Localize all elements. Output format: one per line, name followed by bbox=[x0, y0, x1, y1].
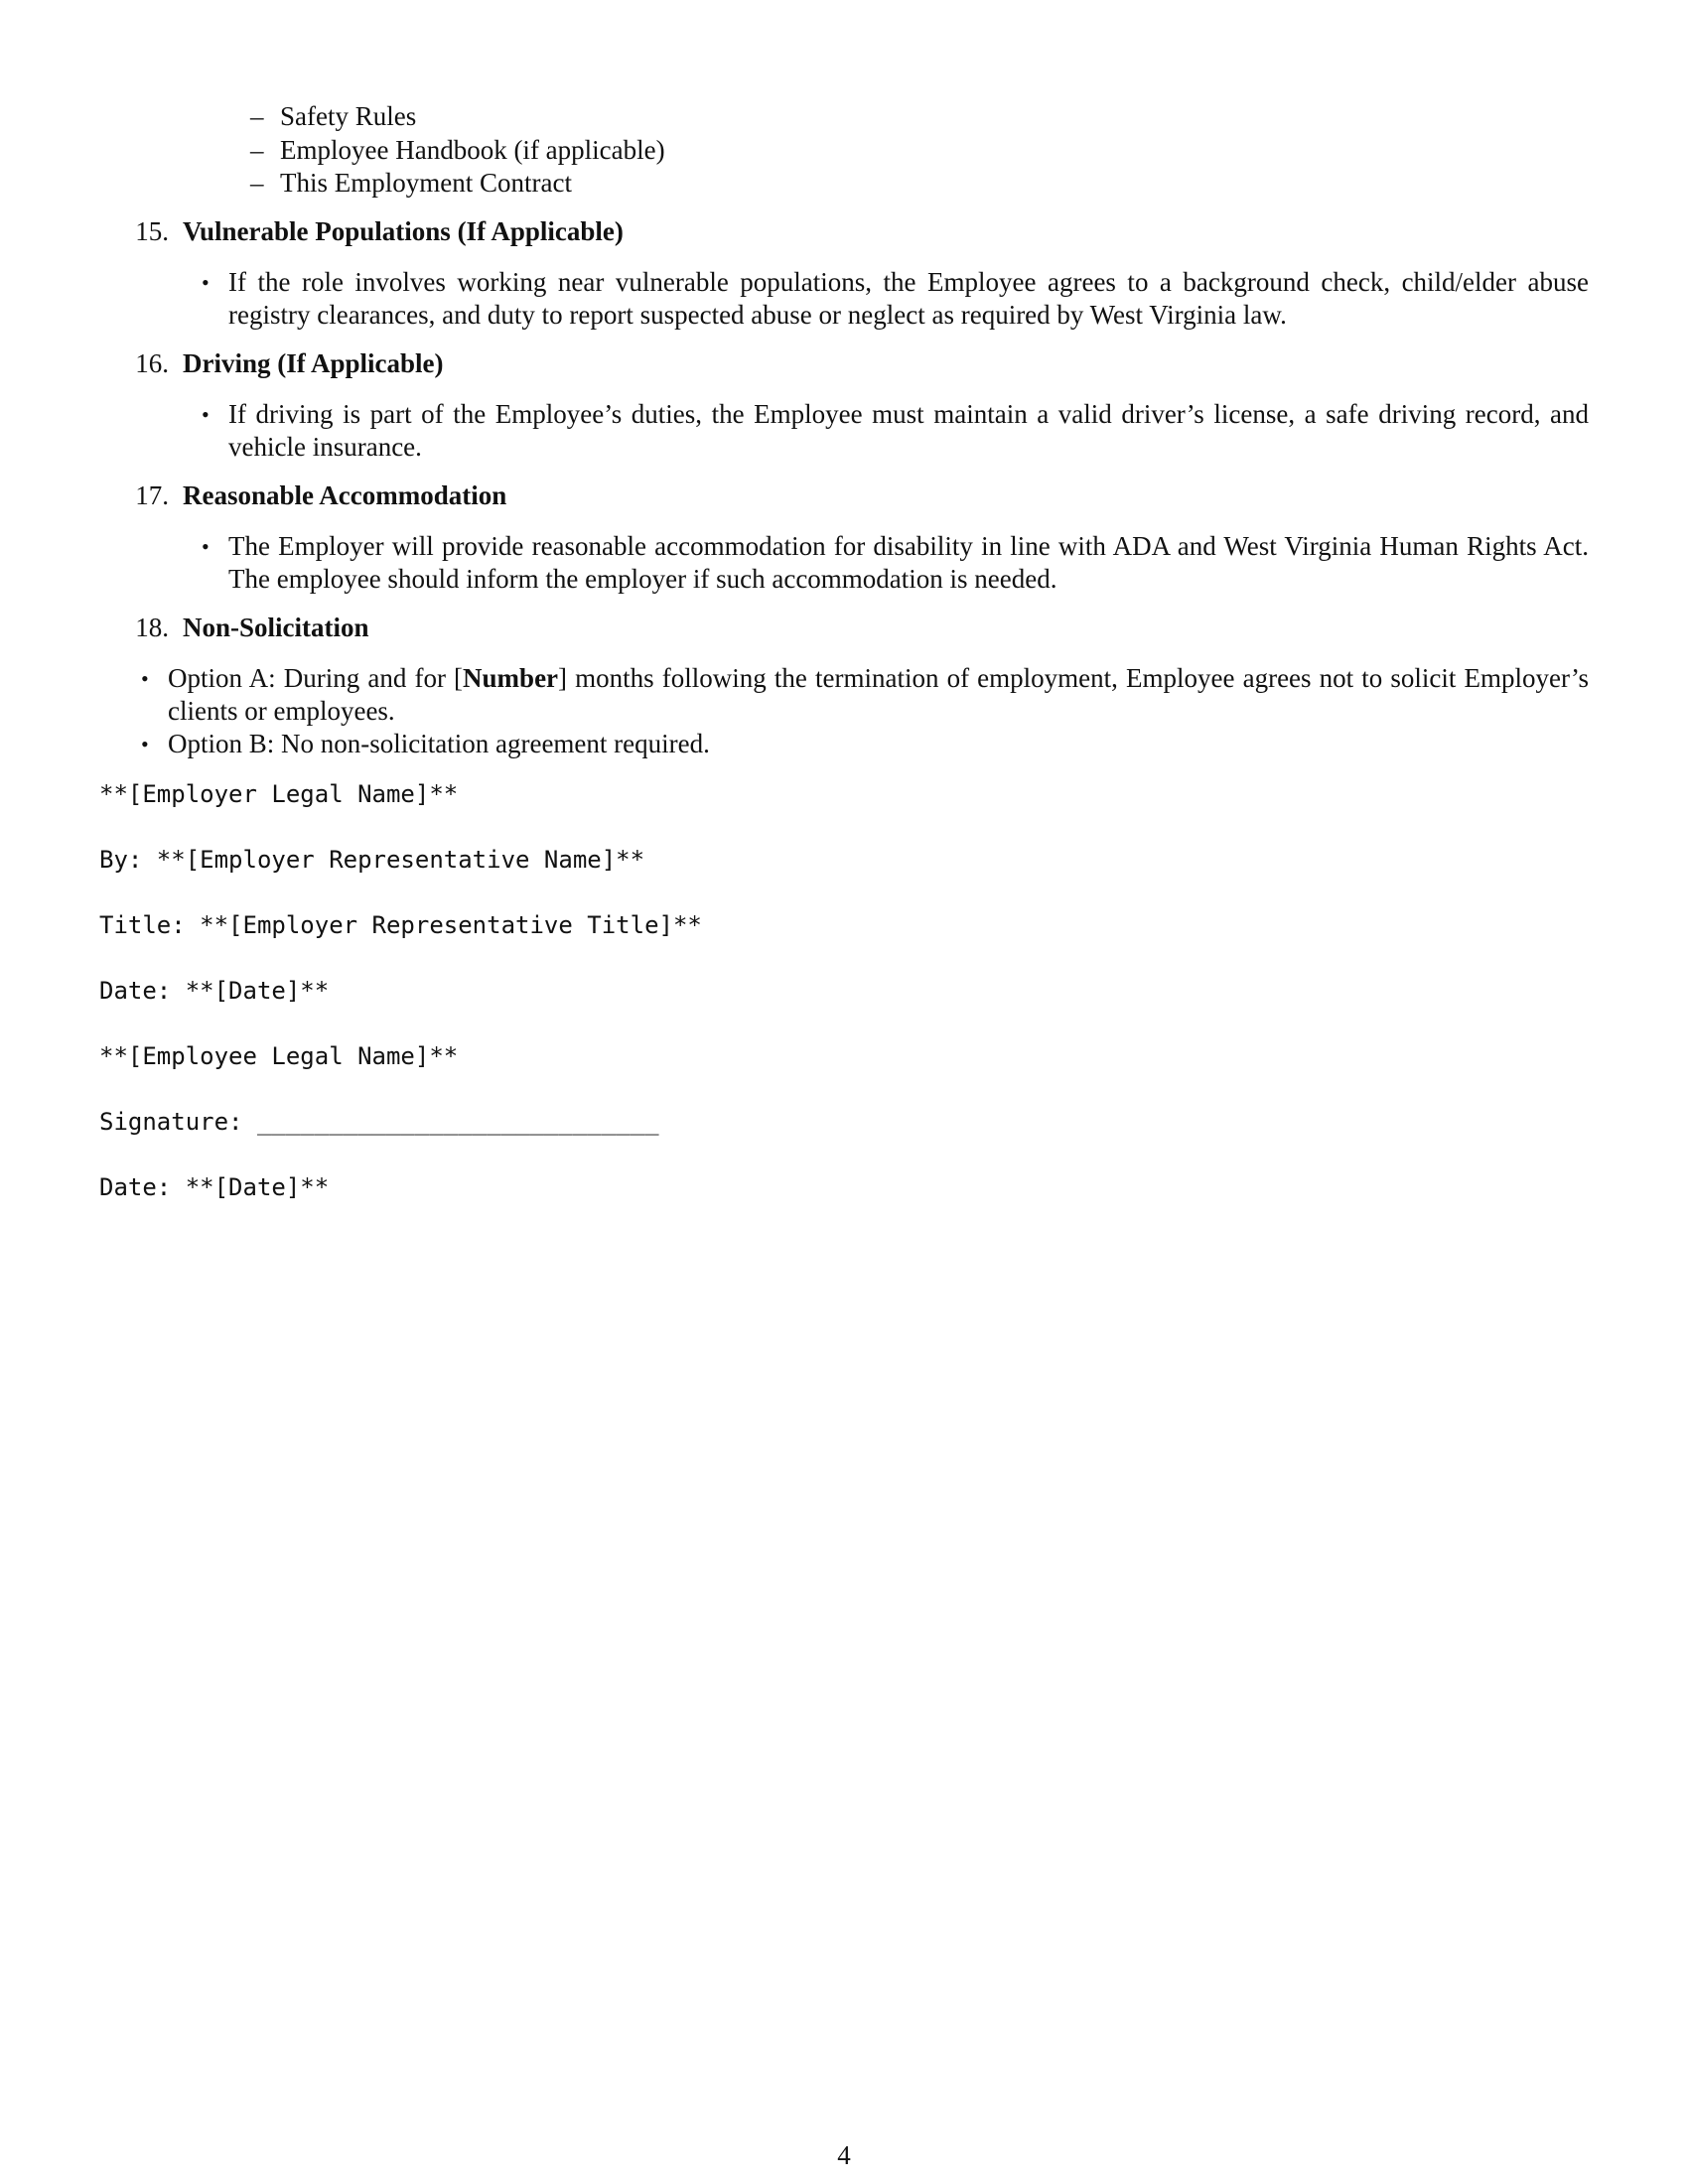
list-item: – Employee Handbook (if applicable) bbox=[250, 134, 665, 165]
section-17-heading bbox=[117, 479, 1011, 512]
employer-representative-name: By: **[Employer Representative Name]** bbox=[99, 846, 645, 874]
section-title: Vulnerable Populations (If Applicable) bbox=[183, 216, 624, 246]
section-16-heading bbox=[117, 347, 1011, 380]
bullet-marker: • bbox=[202, 270, 210, 295]
section-number: 17. bbox=[135, 480, 169, 510]
dash-marker: – bbox=[250, 101, 264, 131]
section-number: 15. bbox=[135, 216, 169, 246]
section-title: Reasonable Accommodation bbox=[183, 480, 507, 510]
continued-dash-list bbox=[250, 100, 665, 201]
section-15-bullet: • If the role involves working near vulnerable populations, the Employee agrees to a background check, child/elder abuse registry clearances, and duty to report suspected abuse or neglect as required by West Virginia law. bbox=[202, 267, 1589, 330]
placeholder-number: Number bbox=[463, 663, 559, 693]
bullet-marker: • bbox=[202, 402, 210, 427]
employee-signature-line: Signature: ____________________________ bbox=[99, 1108, 659, 1136]
section-15-heading bbox=[117, 215, 1011, 248]
bullet-marker: • bbox=[202, 534, 210, 559]
dash-marker: – bbox=[250, 168, 264, 198]
section-16-bullet: • If driving is part of the Employee’s duties, the Employee must maintain a valid driver’s license, a safe driving record, and vehicle insurance. bbox=[202, 399, 1589, 462]
section-number: 16. bbox=[135, 348, 169, 378]
bullet-marker: • bbox=[141, 732, 149, 756]
non-solicitation-option-a: • Option A: During and for [Number] months following the termination of employment, Employee agrees not to solicit Employer’s clients or employees. bbox=[141, 663, 1589, 726]
list-item: – This Employment Contract bbox=[250, 168, 572, 198]
employer-legal-name: **[Employer Legal Name]** bbox=[99, 780, 459, 808]
non-solicitation-option-b: • Option B: No non-solicitation agreement required. bbox=[141, 729, 710, 758]
employee-date: Date: **[Date]** bbox=[99, 1173, 330, 1201]
section-title: Driving (If Applicable) bbox=[183, 348, 444, 378]
page-number: 4 bbox=[837, 2140, 851, 2170]
section-17-bullet: • The Employer will provide reasonable accommodation for disability in line with ADA and West Virginia Human Rights Act. The employee should inform the employer if such accommodation is needed. bbox=[202, 531, 1589, 594]
section-title: Non-Solicitation bbox=[183, 613, 369, 642]
bullet-marker: • bbox=[141, 666, 149, 691]
section-number: 18. bbox=[135, 613, 169, 642]
employer-representative-title: Title: **[Employer Representative Title]** bbox=[99, 911, 702, 939]
section-18-heading bbox=[117, 612, 1011, 644]
list-item: – Safety Rules bbox=[250, 101, 417, 131]
employer-date: Date: **[Date]** bbox=[99, 977, 330, 1005]
employee-legal-name: **[Employee Legal Name]** bbox=[99, 1042, 459, 1070]
dash-marker: – bbox=[250, 134, 264, 165]
